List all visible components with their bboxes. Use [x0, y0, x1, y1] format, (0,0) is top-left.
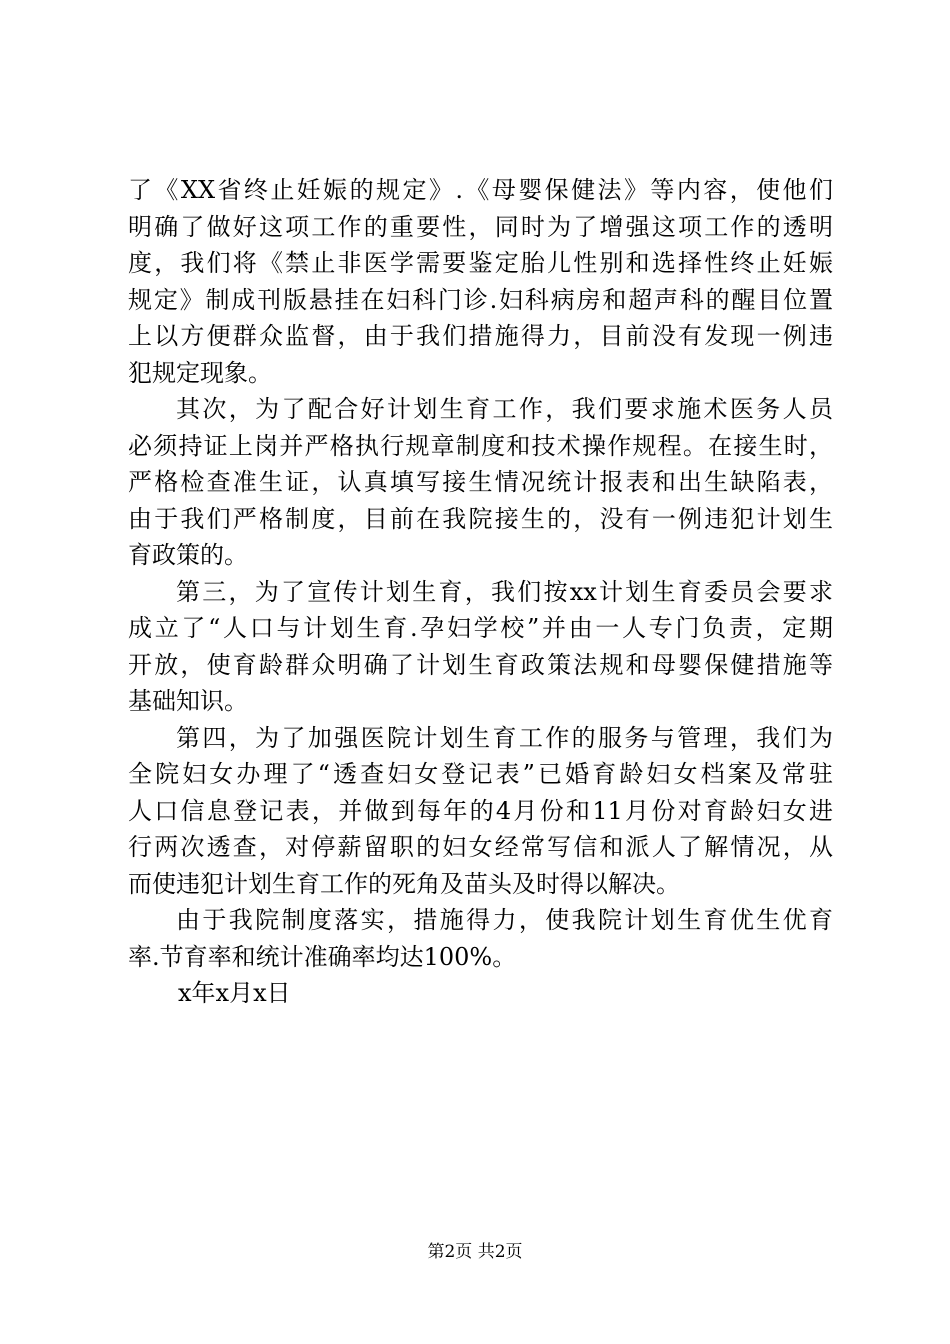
text-line: 第四，为了加强医院计划生育工作的服务与管理，我们为	[176, 723, 833, 752]
text-line: 开放，使育龄群众明确了计划生育政策法规和母婴保健措施等	[128, 650, 833, 679]
document-body	[128, 172, 833, 1012]
text-line: 规定》制成刊版悬挂在妇科门诊.妇科病房和超声科的醒目位置	[128, 285, 833, 314]
text-line: 必须持证上岗并严格执行规章制度和技术操作规程。在接生时，	[128, 431, 833, 460]
text-line: 而使违犯计划生育工作的死角及苗头及时得以解决。	[128, 869, 680, 898]
date-line: x年x月x日	[178, 979, 291, 1007]
text-line: 由于我们严格制度，目前在我院接生的，没有一例违犯计划生	[128, 504, 833, 533]
text-line: 严格检查准生证，认真填写接生情况统计报表和出生缺陷表，	[128, 468, 833, 496]
text-line: 犯规定现象。	[128, 358, 272, 387]
text-line: 其次，为了配合好计划生育工作，我们要求施术医务人员	[176, 395, 833, 423]
text-line: 由于我院制度落实，措施得力，使我院计划生育优生优育	[176, 906, 833, 934]
text-line: 全院妇女办理了“透查妇女登记表”已婚育龄妇女档案及常驻	[128, 760, 833, 788]
text-line: 明确了做好这项工作的重要性，同时为了增强这项工作的透明	[128, 212, 833, 241]
page-footer: 第2页 共2页	[427, 1242, 523, 1262]
text-line: 上以方便群众监督，由于我们措施得力，目前没有发现一例违	[128, 322, 833, 350]
text-line: 人口信息登记表，并做到每年的4月份和11月份对育龄妇女进	[128, 796, 833, 825]
text-line: 行两次透查，对停薪留职的妇女经常写信和派人了解情况，从	[128, 833, 833, 861]
text-line: 育政策的。	[128, 541, 248, 569]
text-line: 了《XX省终止妊娠的规定》.《母婴保健法》等内容，使他们	[128, 176, 833, 204]
text-line: 成立了“人口与计划生育.孕妇学校”并由一人专门负责，定期	[128, 614, 833, 642]
text-line: 率.节育率和统计准确率均达100%。	[128, 942, 517, 971]
text-line: 度，我们将《禁止非医学需要鉴定胎儿性别和选择性终止妊娠	[128, 249, 833, 277]
text-line: 基础知识。	[128, 687, 248, 715]
text-line: 第三，为了宣传计划生育，我们按xx计划生育委员会要求	[176, 577, 833, 606]
